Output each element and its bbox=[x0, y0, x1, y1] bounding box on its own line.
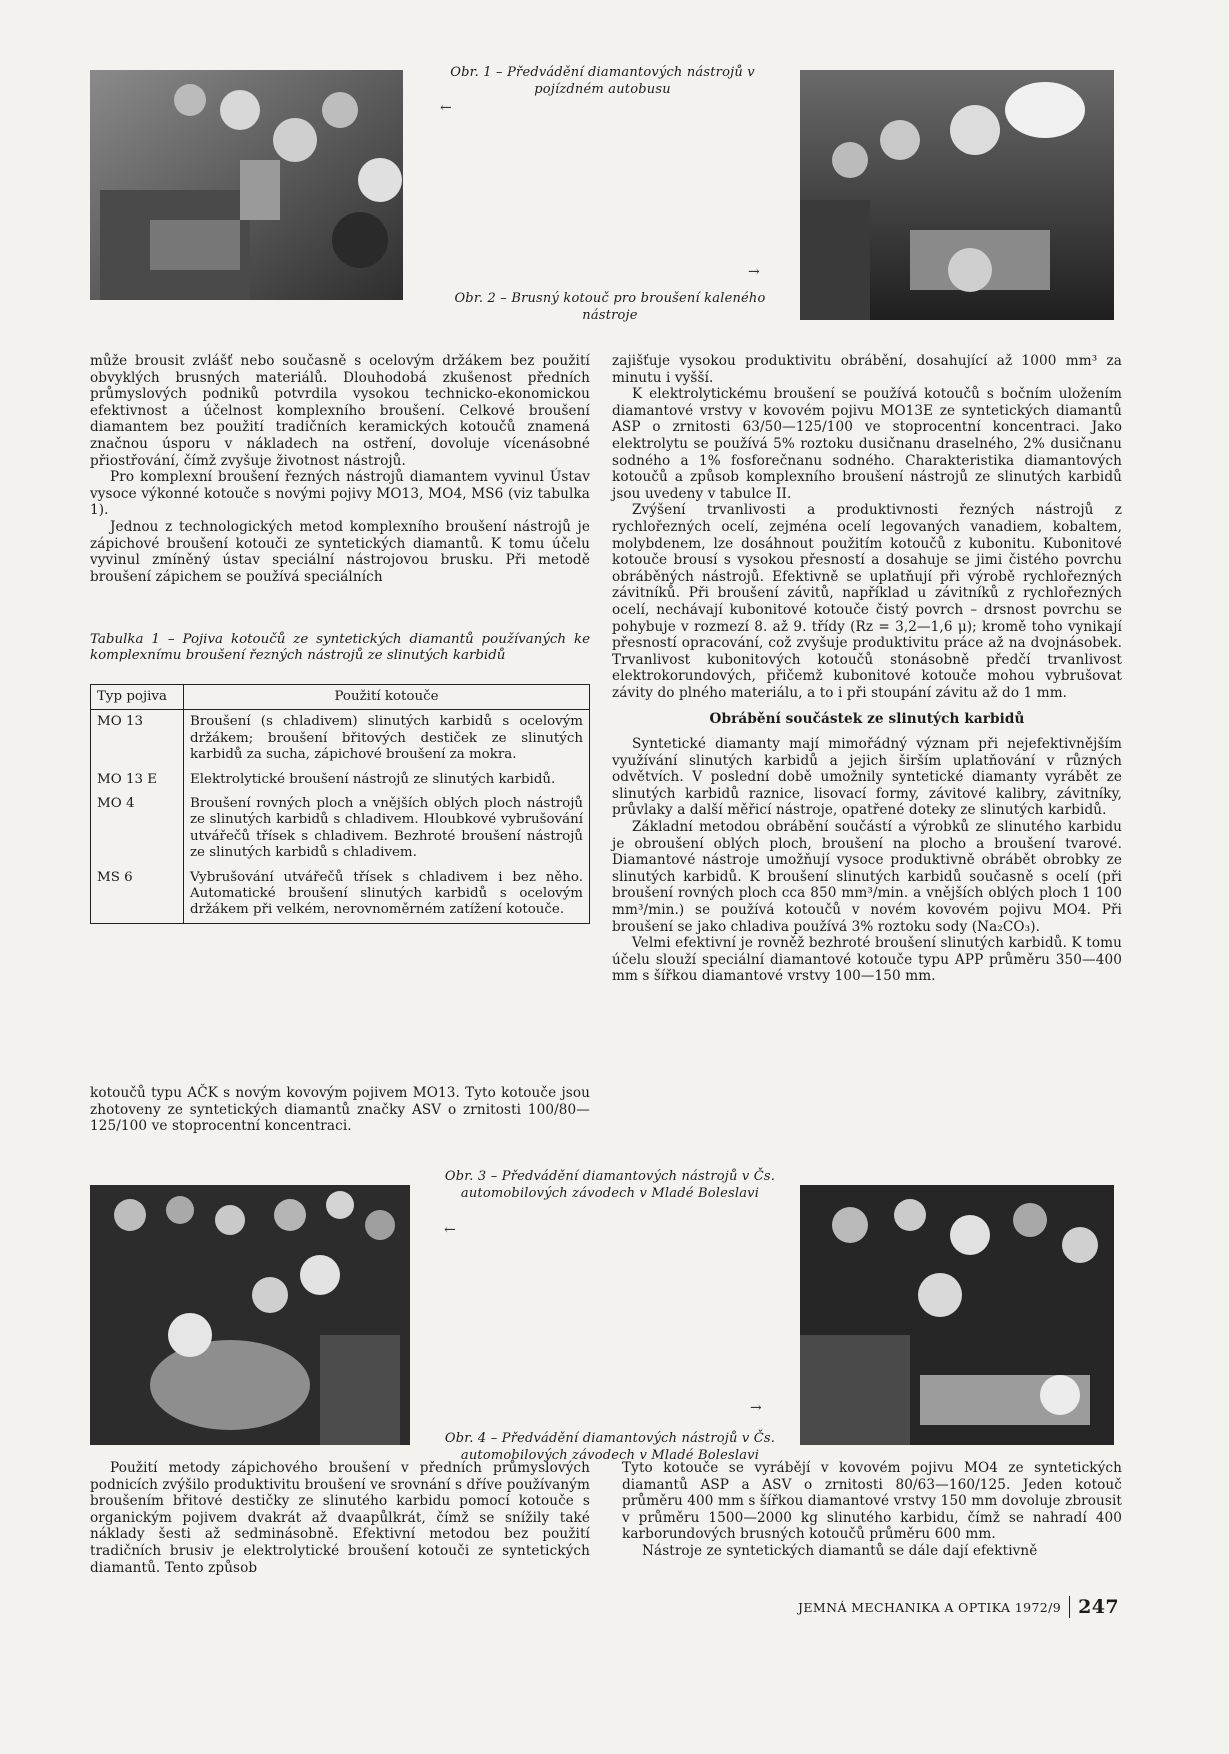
table-cell-type: MO 4 bbox=[91, 792, 184, 866]
photo-4-image bbox=[800, 1185, 1114, 1445]
bottom-left-column bbox=[90, 1460, 590, 1576]
table-cell-usage: Vybrušování utvářečů třísek s chladivem i bez něho. Automatické broušení slinutých karbidů s ocelovým držákem při velkém, nerovnoměrném zatížení kotouče. bbox=[190, 869, 583, 918]
paragraph: Základní metodou obrábění součástí a výrobků ze slinutého karbidu je obroušení oblých ploch, broušení na plocho a broušení tvarové. Diamantové nástroje umožňují vysoce produktivně obrábět obrobky ze slinutých karbidů. K broušení slinutých karbidů současně s ocelí (při broušení rovných ploch cca 850 mm³/min. a vnějších oblých ploch 1 100 mm³/min.) se používá kotoučů v novém kovovém pojivu MO4. Při broušení se jako chladiva používá 3% roztoku sody (Na₂CO₃). bbox=[612, 819, 1122, 935]
footer-divider bbox=[1069, 1596, 1070, 1618]
table-cell-type: MO 13 bbox=[91, 710, 184, 768]
photo-3-image bbox=[90, 1185, 410, 1445]
photo-3 bbox=[90, 1185, 410, 1445]
table-cell-usage: Elektrolytické broušení nástrojů ze slinutých karbidů. bbox=[190, 771, 556, 787]
table-header-type: Typ pojiva bbox=[91, 685, 184, 710]
table-header-row bbox=[91, 685, 590, 710]
caption-obr4: Obr. 4 – Předvádění diamantových nástrojů v Čs. automobilových závodech v Mladé Boleslavi bbox=[444, 1431, 776, 1463]
paragraph: může brousit zvlášť nebo současně s ocelovým držákem bez použití obvyklých brusných materiálů. Dlouhodobá zkušenost předních průmyslových podniků potvrdila vysokou technicko-ekonomickou efektivnost a účelnost komplexního broušení. Celkové broušení diamantem bez použití tradičních keramických kotoučů znamená značnou úsporu v nákladech na ostření, dovoluje vícenásobné přiostřování, čímž zvyšuje životnost nástrojů. bbox=[90, 353, 590, 469]
table-cell-type: MO 13 E bbox=[91, 768, 184, 792]
caption-obr2: Obr. 2 – Brusný kotouč pro broušení kaleného nástroje bbox=[454, 291, 766, 323]
left-column-top bbox=[90, 353, 590, 585]
arrow-right-icon: → bbox=[748, 264, 760, 280]
photo-4 bbox=[800, 1185, 1114, 1445]
arrow-right-icon: → bbox=[750, 1400, 762, 1416]
paragraph: zajišťuje vysokou produktivitu obrábění, dosahující až 1000 mm³ za minutu i vyšší. bbox=[612, 353, 1122, 386]
paragraph: Pro komplexní broušení řezných nástrojů diamantem vyvinul Ústav vysoce výkonné kotouče s novými pojivy MO13, MO4, MS6 (viz tabulka 1). bbox=[90, 469, 590, 519]
paragraph: Velmi efektivní je rovněž bezhroté broušení slinutých karbidů. K tomu účelu slouží speciální diamantové kotouče typu APP průměru 350—400 mm s šířkou diamantové vrstvy 100—150 mm. bbox=[612, 935, 1122, 985]
table-row bbox=[91, 792, 590, 866]
photo-2 bbox=[800, 70, 1114, 320]
photo-1 bbox=[90, 70, 403, 300]
table-cell-type: MS 6 bbox=[91, 866, 184, 924]
photo-1-image bbox=[90, 70, 403, 300]
paragraph: Nástroje ze syntetických diamantů se dále dají efektivně bbox=[642, 1542, 1038, 1559]
paragraph: Použití metody zápichového broušení v předních průmyslových podnicích zvýšilo produktivitu broušení ve srovnání s dříve používaným broušením břitové destičky ze slinutého karbidu pomocí kotouče s organickým pojivem dvakrát až dvaapůlkrát, čímž se snížily také náklady šesti až sedminásobně. Efektivní metodou bez použití tradičních brusiv je elektrolytické broušení kotouči ze syntetických diamantů. Tento způsob bbox=[90, 1460, 590, 1576]
left-column-bottom bbox=[90, 1085, 590, 1135]
table-cell-usage: Broušení (s chladivem) slinutých karbidů s ocelovým držákem; broušení břitových destiček ze slinutých karbidů za sucha, zápichové broušení za mokra. bbox=[190, 714, 583, 763]
table-row bbox=[91, 768, 590, 792]
arrow-left-icon: ← bbox=[440, 100, 452, 116]
table-caption: Tabulka 1 – Pojiva kotoučů ze syntetických diamantů používaných ke komplexnímu broušení řezných nástrojů ze slinutých karbidů bbox=[90, 632, 590, 664]
table-row bbox=[91, 710, 590, 768]
paragraph: Tyto kotouče se vyrábějí v kovovém pojivu MO4 ze syntetických diamantů ASP a ASV o zrnitosti 80/63—160/125. Jeden kotouč průměru 400 mm s šířkou diamantové vrstvy 150 mm dovoluje zbrousit v průměru 1500—2000 kg slinutého karbidu, čímž se nahradí 400 karborundových brusných kotoučů průměru 600 mm. bbox=[622, 1460, 1122, 1543]
table-header-usage: Použití kotouče bbox=[184, 685, 590, 710]
bottom-right-column bbox=[622, 1460, 1122, 1560]
paragraph: K elektrolytickému broušení se používá kotoučů s bočním uložením diamantové vrstvy v kovovém pojivu MO13E ze syntetických diamantů ASP o zrnitosti 63/50—125/100 ve stoprocentní koncentraci. Jako elektrolytu se používá 5% roztoku dusičnanu draselného, 2% dusičnanu sodného a 1% fosforečnanu sodného. Charakteristika diamantových kotoučů a způsob komplexního broušení nástrojů ze slinutých karbidů jsou uvedeny v tabulce II. bbox=[612, 386, 1122, 502]
paragraph: Syntetické diamanty mají mimořádný význam při nejefektivnějším využívání slinutých karbidů a jejich širším uplatňování v různých odvětvích. V poslední době umožnily syntetické diamanty vyrábět ze slinutých karbidů raznice, lisovací formy, závitové kalibry, závitníky, průvlaky a další měřicí nástroje, opatřené doteky ze slinutých karbidů. bbox=[612, 736, 1122, 819]
table-1 bbox=[90, 684, 590, 924]
paragraph: kotoučů typu AČK s novým kovovým pojivem MO13. Tyto kotouče jsou zhotoveny ze syntetických diamantů značky ASV o zrnitosti 100/80—125/100 ve stoprocentní koncentraci. bbox=[90, 1085, 590, 1135]
page-footer bbox=[798, 1596, 1119, 1618]
caption-obr1: Obr. 1 – Předvádění diamantových nástrojů v pojízdném autobusu bbox=[450, 65, 755, 97]
caption-obr3: Obr. 3 – Předvádění diamantových nástrojů v Čs. automobilových závodech v Mladé Boleslavi bbox=[444, 1169, 776, 1201]
section-heading: Obrábění součástek ze slinutých karbidů bbox=[709, 711, 1025, 728]
page-number: 247 bbox=[1078, 1596, 1119, 1618]
table-row bbox=[91, 866, 590, 924]
photo-2-image bbox=[800, 70, 1114, 320]
table-cell-usage: Broušení rovných ploch a vnějších oblých ploch nástrojů ze slinutých karbidů s chladivem. Hloubkové vybrušování utvářečů třísek s chladivem. Bezhroté broušení nástrojů ze slinutých karbidů s chladivem. bbox=[190, 796, 583, 861]
arrow-left-icon: ← bbox=[444, 1222, 456, 1238]
right-column bbox=[612, 353, 1122, 985]
paragraph: Zvýšení trvanlivosti a produktivnosti řezných nástrojů z rychlořezných ocelí, zejména ocelí legovaných vanadiem, kobaltem, molybdenem, lze dosáhnout použitím kotoučů z kubonitu. Kubonitové kotouče brousí s vysokou přesností a dosahuje se jimi čistého povrchu obráběných nástrojů. Efektivně se uplatňují při výrobě rychlořezných závitníků. Při broušení závitů, například u závitníků z rychlořezných ocelí, nechávají kubonitové kotouče čistý povrch – drsnost povrchu se pohybuje v rozmezí 8. až 9. třídy (Rz = 3,2—1,6 μ); kromě toho vynikají přesností opracování, což zvyšuje produktivitu práce až na dvojnásobek. Trvanlivost kubonitových kotoučů stonásobně předčí trvanlivost elektrokorundových, přičemž kubonitové kotouče mohou vybrušovat závity do plného materiálu, a to i při stoupání závitu až do 1 mm. bbox=[612, 502, 1122, 701]
paragraph: Jednou z technologických metod komplexního broušení nástrojů je zápichové broušení kotouči ze syntetických diamantů. K tomu účelu vyvinul zmíněný ústav speciální nástrojovou brusku. Při metodě broušení zápichem se používá speciálních bbox=[90, 518, 590, 585]
journal-name: JEMNÁ MECHANIKA A OPTIKA 1972/9 bbox=[797, 1599, 1062, 1615]
